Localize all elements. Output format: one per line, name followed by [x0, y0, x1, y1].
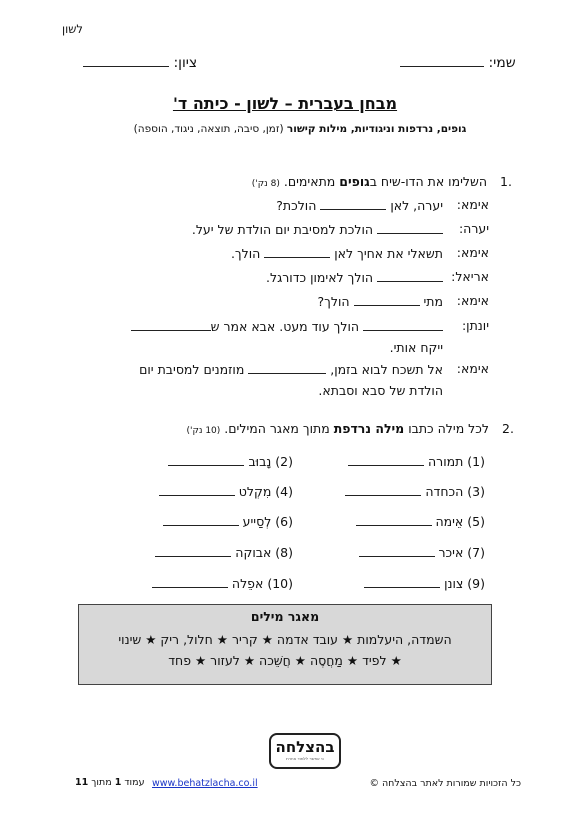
q1-line-text: יערה, לאן — [386, 198, 443, 213]
answer-blank[interactable] — [152, 575, 228, 588]
q1-line-text: תשאלי את אחיך לאן — [330, 246, 443, 261]
answer-blank[interactable] — [359, 544, 435, 557]
q1-line — [276, 197, 443, 213]
synonym-item — [364, 575, 485, 591]
behatzlacha-logo — [269, 733, 341, 769]
q1-line — [139, 361, 443, 377]
synonym-word: (8) אבוקה — [235, 545, 293, 560]
q1-points: (8 נק') — [251, 179, 280, 189]
answer-blank[interactable] — [320, 197, 386, 210]
q1-line-text: אל תשכח לבוא בזמן, — [326, 362, 443, 377]
topics-rest: (זמן, סיבה, תוצאה, ניגוד, הוספה) — [133, 123, 287, 135]
answer-blank[interactable] — [159, 483, 235, 496]
synonym-word: (2) נָבוּב — [248, 454, 293, 469]
synonym-word: (1) תמורה — [427, 454, 485, 469]
synonym-item — [155, 544, 293, 560]
answer-blank[interactable] — [377, 269, 443, 282]
site-link[interactable]: www.behatzlacha.co.il — [152, 778, 258, 789]
q1-speaker: אימא: — [456, 293, 489, 308]
answer-blank[interactable] — [354, 293, 420, 306]
answer-blank[interactable] — [364, 575, 440, 588]
word-bank-line-2: ★ לפיד ★ מַחֲסֶה ★ חֲשֵׁכה ★ לעזור ★ פחד — [168, 653, 402, 668]
q1-line-text: הולך עוד מעט. אבא אמר ש — [210, 319, 363, 334]
word-bank — [78, 604, 492, 685]
q1-line-text: הולך לאימון כדורגל. — [266, 270, 377, 285]
answer-blank[interactable] — [264, 245, 330, 258]
synonym-word: (5) אֵימה — [435, 514, 485, 529]
page-title: מבחן בעברית – לשון - כיתה ד' — [172, 94, 398, 113]
answer-blank[interactable] — [163, 513, 239, 526]
q1-line-continuation: הולדת של סבא וסבתא. — [318, 383, 443, 398]
synonym-word: (9) צונן — [444, 576, 485, 591]
q1-line — [231, 245, 443, 261]
q2-points: (10 נק') — [186, 426, 221, 436]
q1-line-text: מתי — [419, 294, 443, 309]
synonym-word: (3) הכחדה — [425, 484, 485, 499]
footer-copyright: כל הזכויות שמורות לאתר בהצלחה © — [369, 778, 521, 789]
q1-line — [192, 221, 443, 237]
synonym-item — [152, 575, 293, 591]
q1-line-text: הולך. — [230, 246, 265, 261]
synonym-item — [348, 453, 485, 469]
q1-line — [131, 318, 443, 334]
answer-blank[interactable] — [356, 513, 432, 526]
name-label: שמי: — [488, 55, 516, 71]
grade-label: ציון: — [173, 55, 198, 71]
synonym-item — [345, 483, 485, 499]
q1-number: 1. — [500, 174, 512, 189]
q1-speaker: אימא: — [456, 245, 489, 260]
synonym-word: (4) מִקְלט — [238, 484, 293, 499]
answer-blank[interactable] — [168, 453, 244, 466]
grade-line[interactable] — [83, 54, 169, 67]
q1-speaker: יונתן: — [461, 318, 489, 333]
synonym-word: (6) לְסַייע — [242, 514, 293, 529]
word-bank-line-1: השמדה, היעלמות ★ עובד אדמה ★ קריר ★ חלול, ריק ★ שינוי — [118, 632, 452, 647]
name-line[interactable] — [400, 54, 484, 67]
q1-speaker: אימא: — [456, 197, 489, 212]
synonym-word: (7) איכר — [438, 545, 485, 560]
q1-line-text: הולכת למסיבת יום הולדת של יעל. — [191, 222, 377, 237]
synonym-item — [159, 483, 293, 499]
answer-blank[interactable] — [131, 318, 211, 331]
q1-line — [266, 269, 443, 285]
q1-speaker: יערה: — [458, 221, 489, 236]
q2-number: 2. — [502, 421, 514, 436]
q1-line-continuation: ייקח אותי. — [389, 340, 443, 355]
synonym-item — [356, 513, 486, 529]
synonym-item — [163, 513, 293, 529]
topics-bold: גופים, נרדפות וניגודיות, מילות קישור — [286, 123, 467, 135]
answer-blank[interactable] — [155, 544, 231, 557]
logo-text: בהצלחה — [275, 738, 335, 756]
topics-line — [100, 123, 500, 135]
q1-line-text: מוזמנים למסיבת יום — [139, 362, 249, 377]
footer-url[interactable] — [152, 778, 258, 789]
synonym-item — [168, 453, 293, 469]
q1-line — [318, 293, 443, 309]
answer-blank[interactable] — [363, 318, 443, 331]
q1-line-text: הולך? — [317, 294, 354, 309]
word-bank-title: מאגר מילים — [250, 609, 320, 624]
grade-field[interactable] — [83, 54, 197, 71]
footer-page: עמוד 1 מתוך 11 — [75, 777, 145, 788]
q1-line-text: הולכת? — [276, 198, 321, 213]
answer-blank[interactable] — [348, 453, 424, 466]
answer-blank[interactable] — [377, 221, 443, 234]
answer-blank[interactable] — [345, 483, 421, 496]
synonym-word: (10) אפֵלה — [231, 576, 293, 591]
logo-tagline: כי אפשר ללמוד אחרת — [286, 756, 324, 761]
q1-speaker: אריאל: — [451, 269, 489, 284]
subject-label: לשון — [62, 22, 83, 36]
answer-blank[interactable] — [248, 361, 326, 374]
q1-instruction: השלימו את הדו-שיח בגופים מתאימים. (8 נק') — [251, 174, 487, 189]
synonym-item — [359, 544, 486, 560]
name-field[interactable] — [400, 54, 516, 71]
q2-instruction: לכל מילה כתבו מילה נרדפת מתוך מאגר המילים. (10 נק') — [186, 421, 489, 436]
q1-speaker: אימא: — [456, 361, 489, 376]
